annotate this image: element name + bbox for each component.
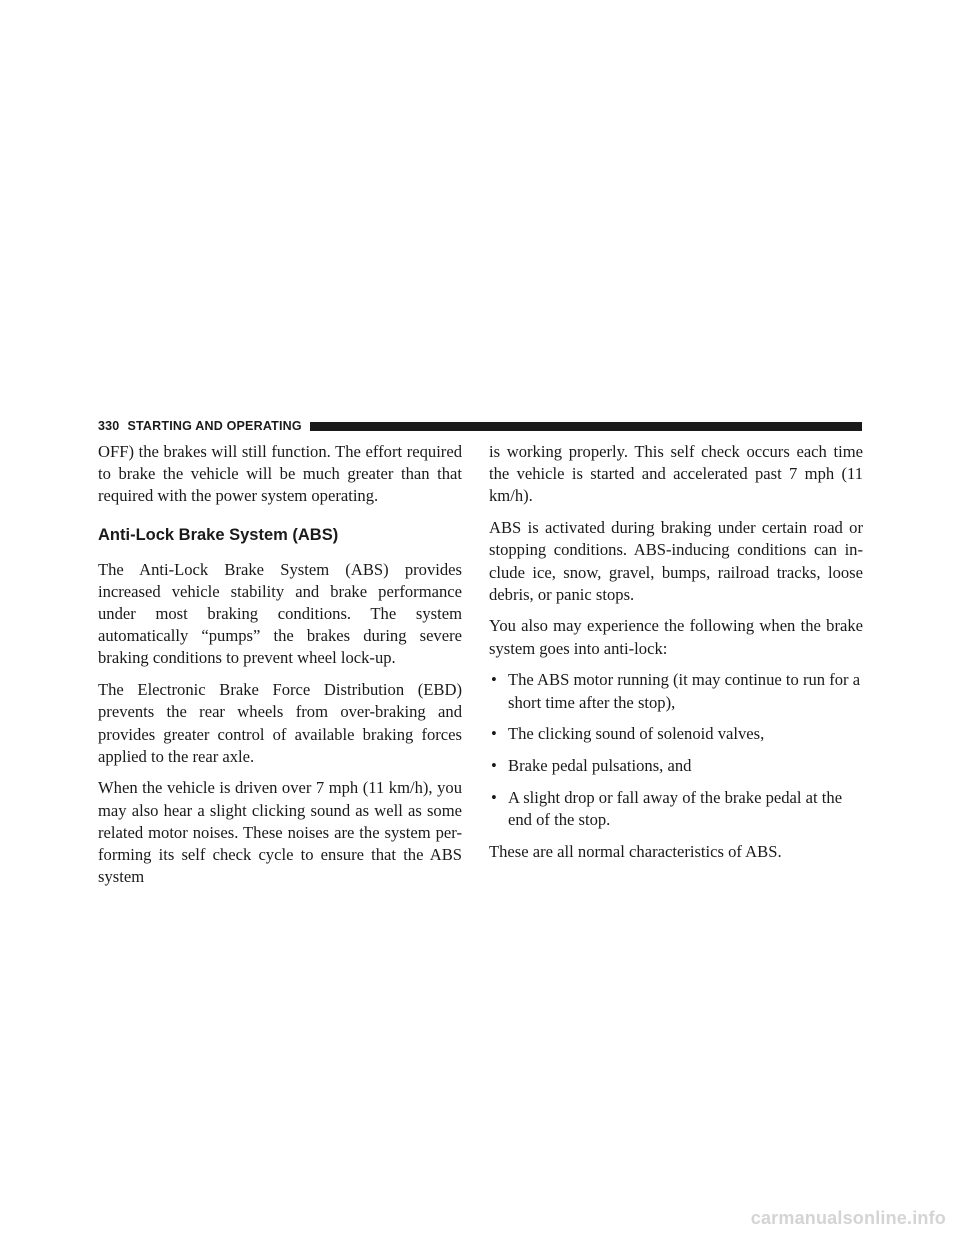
- bullet-icon: •: [491, 755, 497, 775]
- paragraph-experience-intro: You also may experience the following when the brake system goes into anti-lock:: [489, 616, 863, 658]
- right-column: [489, 441, 863, 872]
- paragraph-conclusion: These are all normal characteristics of ABS.: [489, 841, 782, 861]
- bullet-list: [489, 669, 863, 831]
- paragraph-continuation: OFF) the brakes will still function. The effort required to brake the vehicle will be much greater than that required with the power system operating.: [98, 442, 462, 506]
- watermark-link[interactable]: carmanualsonline.info: [750, 1208, 946, 1228]
- bullet-icon: •: [491, 724, 497, 744]
- header-rule: [310, 422, 862, 431]
- paragraph-ebd: The Electronic Brake Force Distribution (EBD) prevents the rear wheels from over-braking and provides greater control of available braking forces applied to the rear axle.: [98, 680, 462, 766]
- list-item: [489, 787, 863, 831]
- page-header: [98, 418, 862, 434]
- bullet-icon: •: [491, 670, 497, 690]
- list-item: [489, 755, 863, 777]
- list-item: [489, 669, 863, 713]
- paragraph-abs-activation: ABS is activated during braking under certain road or stopping conditions. ABS-inducing conditions can in-clude ice, snow, gravel, bumps, railroad tracks, loose debris, or panic stops.: [489, 518, 863, 604]
- paragraph-clicking-sound: When the vehicle is driven over 7 mph (11 km/h), you may also hear a slight clicking sound as well as some related motor noises. These noises are the system per-forming its self check cycle to ensure that the ABS system: [98, 778, 462, 887]
- paragraph-abs-intro: The Anti-Lock Brake System (ABS) provides increased vehicle stability and brake performance under most braking conditions. The system automatically “pumps” the brakes during severe braking conditions to prevent wheel lock-up.: [98, 559, 462, 668]
- list-item: [489, 723, 863, 745]
- bullet-icon: •: [491, 787, 497, 807]
- paragraph-self-check: is working properly. This self check occurs each time the vehicle is started and accelerated past 7 mph (11 km/h).: [489, 442, 863, 506]
- left-column: [98, 441, 462, 898]
- section-title: STARTING AND OPERATING: [127, 419, 302, 433]
- list-item-text: The clicking sound of solenoid valves,: [508, 724, 765, 744]
- section-heading-abs: Anti-Lock Brake System (ABS): [98, 525, 339, 544]
- list-item-text: A slight drop or fall away of the brake pedal at the end of the stop.: [508, 787, 843, 829]
- list-item-text: Brake pedal pulsations, and: [508, 755, 692, 775]
- list-item-text: The ABS motor running (it may continue to run for a short time after the stop),: [508, 670, 861, 712]
- page-number: 330: [98, 419, 120, 433]
